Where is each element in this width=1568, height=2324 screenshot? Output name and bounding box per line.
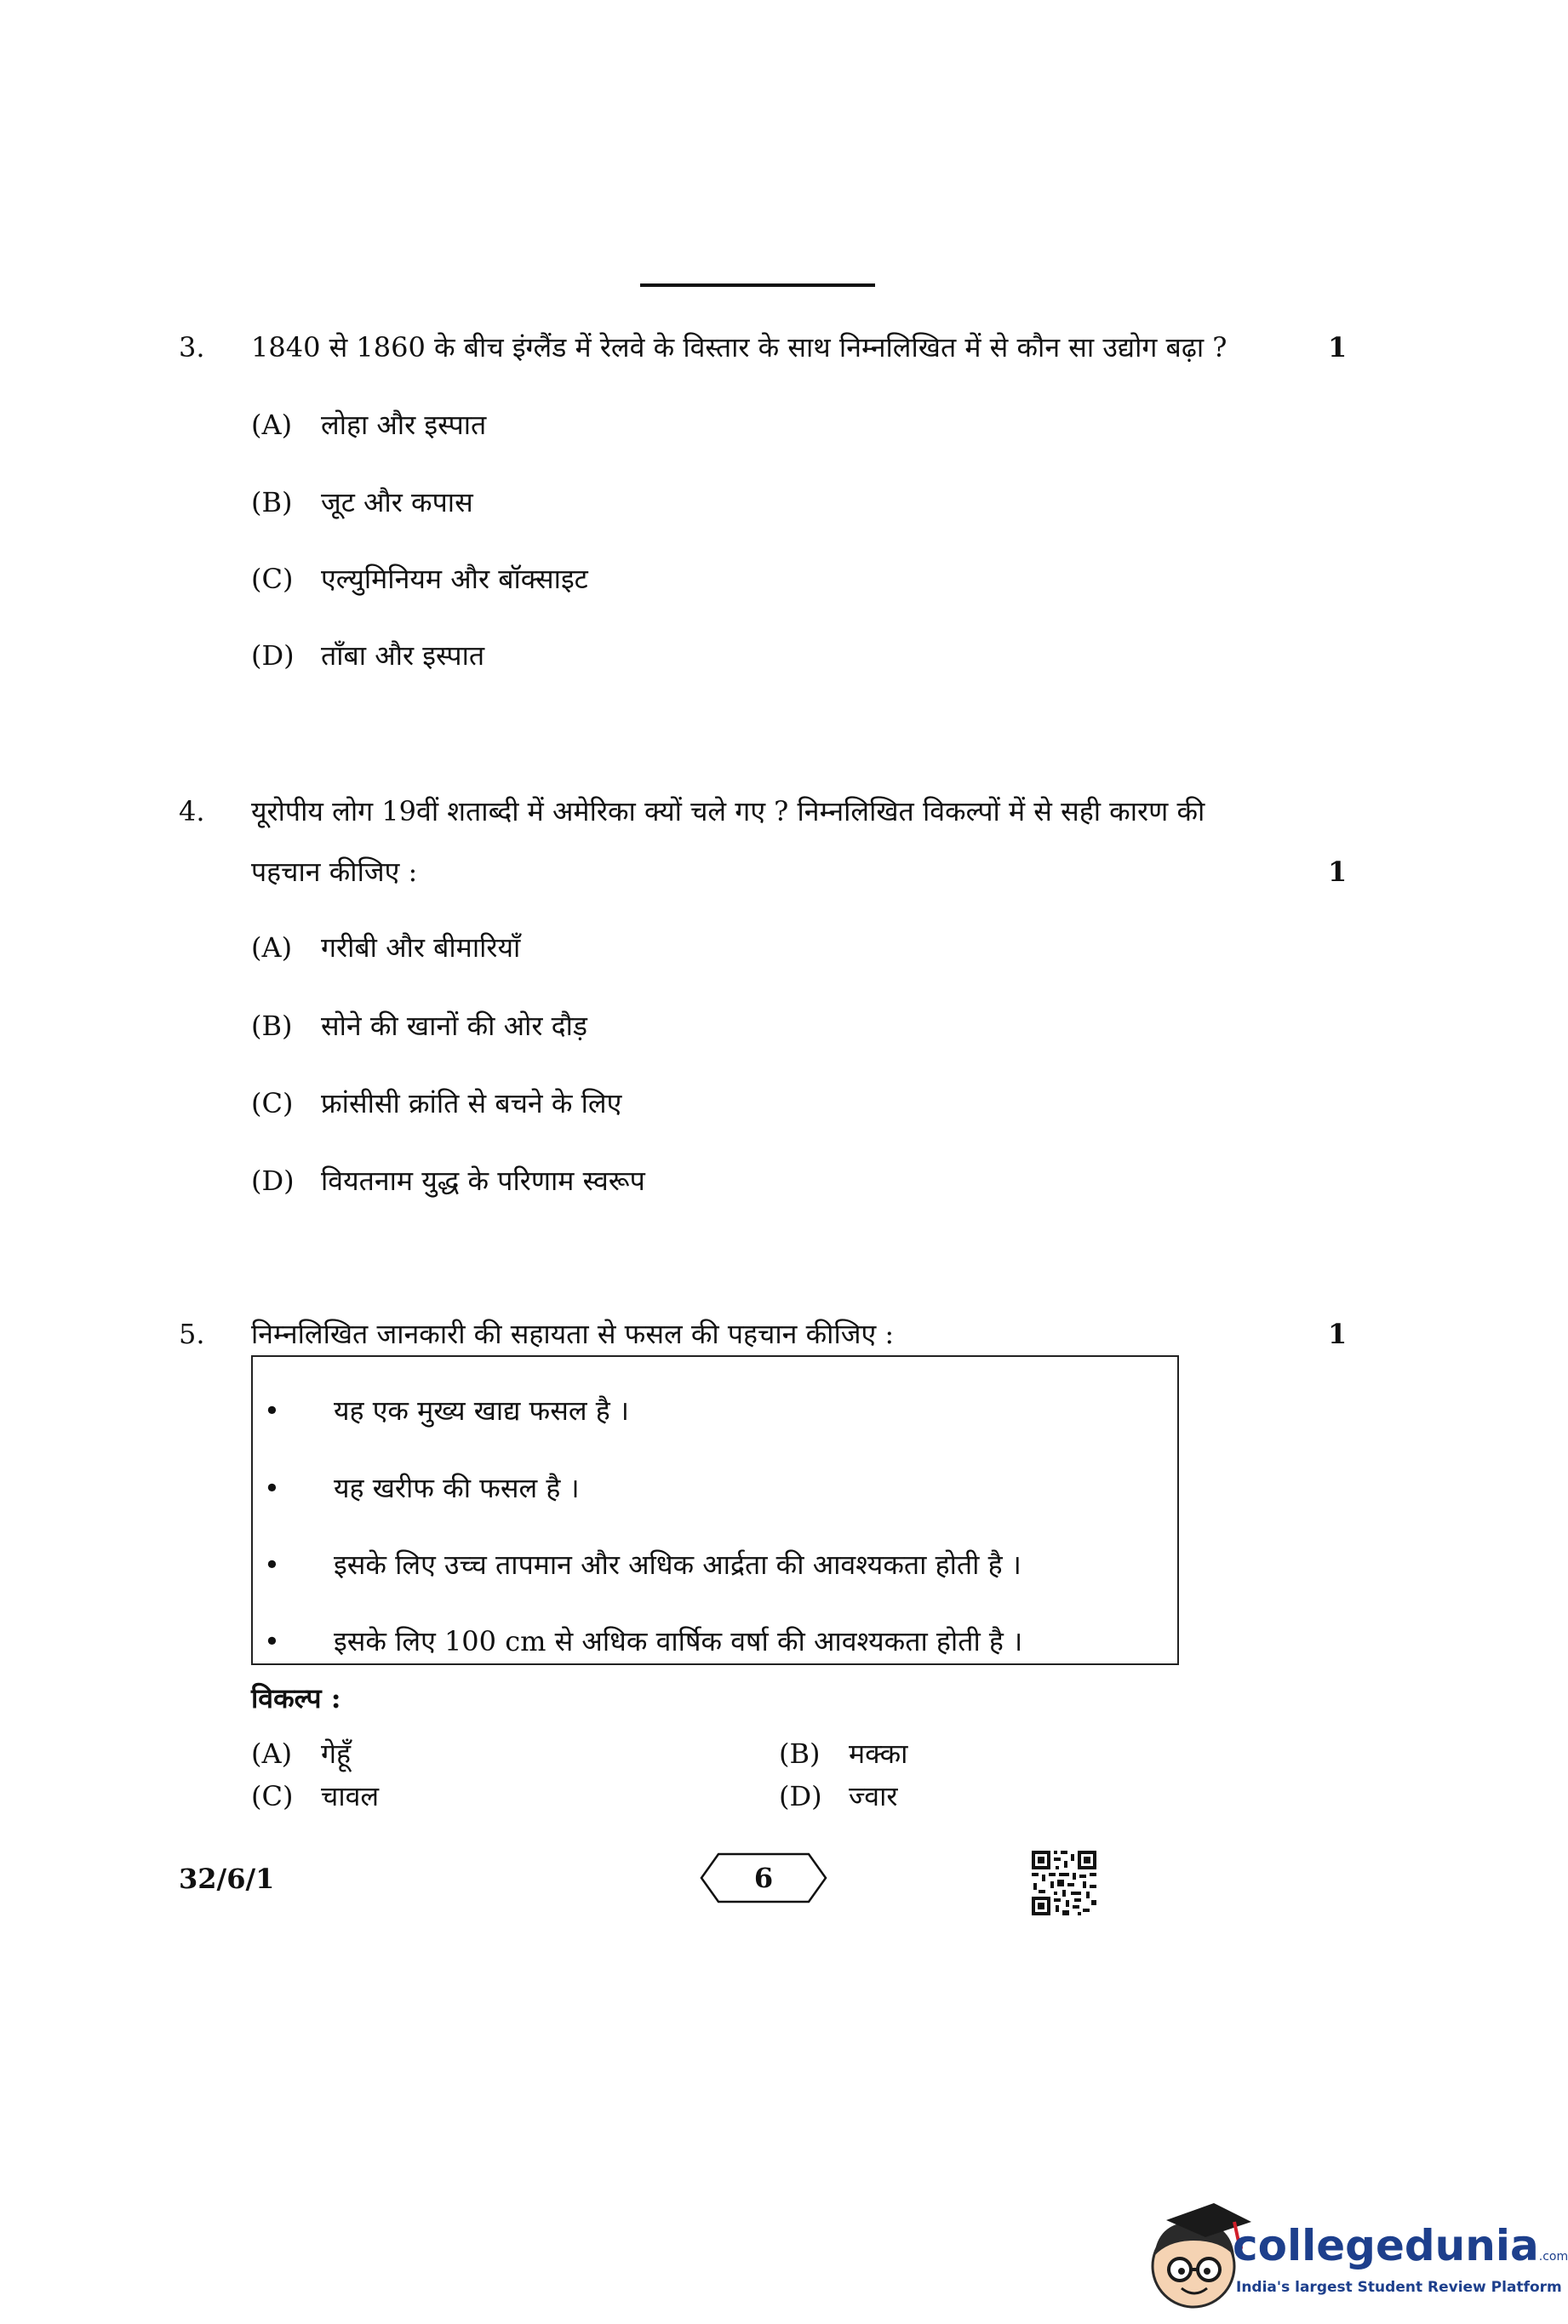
info-point-text: यह खरीफ की फसल है । [334,1472,580,1504]
info-point-text: यह एक मुख्य खाद्य फसल है । [334,1394,630,1427]
question-text-line-2: पहचान कीजिए : [251,856,418,888]
info-point-text: इसके लिए 100 cm से अधिक वार्षिक वर्षा की आवश्यकता होती है । [334,1625,1023,1657]
option-text: जूट और कपास [321,486,473,518]
question-marks: 1 [1328,856,1348,888]
option-label: (B) [251,1010,293,1042]
option-text: एल्युमिनियम और बॉक्साइट [321,563,588,595]
brand-name [1233,2220,1568,2282]
option-text: ज्वार [849,1780,898,1812]
option-label: (D) [779,1780,822,1812]
qr-code-icon [1030,1849,1098,1917]
info-point-text: इसके लिए उच्च तापमान और अधिक आर्द्रता की आवश्यकता होती है । [334,1548,1021,1581]
page-number-badge [700,1852,827,1903]
option-label: (A) [251,931,293,964]
option-label: (D) [251,1165,295,1197]
option-a[interactable] [251,408,486,442]
option-label: (C) [251,1780,294,1812]
bullet-icon: • [264,1472,280,1504]
option-text: फ्रांसीसी क्रांति से बचने के लिए [321,1087,622,1119]
option-text: वियतनाम युद्ध के परिणाम स्वरूप [321,1165,645,1197]
option-label: (B) [251,486,293,518]
option-c[interactable] [251,1086,621,1120]
question-number: 4. [179,795,205,827]
bullet-icon: • [264,1625,280,1657]
option-c[interactable] [251,562,588,596]
bullet-icon: • [264,1548,280,1581]
option-d[interactable] [779,1779,897,1813]
option-text: सोने की खानों की ओर दौड़ [321,1010,588,1042]
option-label: (A) [251,1737,293,1770]
option-c[interactable] [251,1779,379,1813]
option-d[interactable] [251,638,484,673]
question-text-line-1: यूरोपीय लोग 19वीं शताब्दी में अमेरिका क्यों चले गए ? निम्नलिखित विकल्पों में से सही कारण की [251,795,1205,827]
collegedunia-watermark [1132,2196,1568,2321]
option-text: चावल [321,1780,380,1812]
brand-domain: .com [1538,2250,1568,2264]
option-b[interactable] [251,485,473,519]
page-number: 6 [753,1862,774,1894]
question-marks: 1 [1328,1318,1348,1350]
option-b[interactable] [251,1009,587,1043]
bullet-icon: • [264,1394,280,1427]
option-text: गरीबी और बीमारियाँ [321,931,521,964]
brand-text: collegedunia [1233,2221,1539,2270]
option-a[interactable] [251,1737,351,1771]
option-text: गेहूँ [321,1737,352,1770]
option-label: (C) [251,563,294,595]
option-label: (C) [251,1087,294,1119]
question-marks: 1 [1328,331,1348,363]
option-label: (D) [251,639,295,672]
option-a[interactable] [251,930,520,965]
question-number: 3. [179,331,205,363]
option-label: (A) [251,409,293,441]
question-text: निम्नलिखित जानकारी की सहायता से फसल की पहचान कीजिए : [251,1318,895,1350]
option-d[interactable] [251,1164,645,1198]
info-point [255,1548,1021,1582]
question-text: 1840 से 1860 के बीच इंग्लैंड में रेलवे के विस्तार के साथ निम्नलिखित में से कौन सा उद्योग बढ़ा ? [251,331,1228,363]
option-text: ताँबा और इस्पात [321,639,485,672]
brand-tagline: India's largest Student Review Platform [1236,2279,1562,2296]
info-point [255,1394,629,1428]
paper-code: 32/6/1 [179,1863,275,1895]
question-number: 5. [179,1318,205,1350]
top-divider [640,283,875,287]
option-b[interactable] [779,1737,907,1771]
options-heading: विकल्प : [251,1682,341,1714]
option-text: मक्का [849,1737,908,1770]
info-point [255,1624,1022,1658]
option-label: (B) [779,1737,821,1770]
info-point [255,1471,580,1505]
option-text: लोहा और इस्पात [321,409,487,441]
